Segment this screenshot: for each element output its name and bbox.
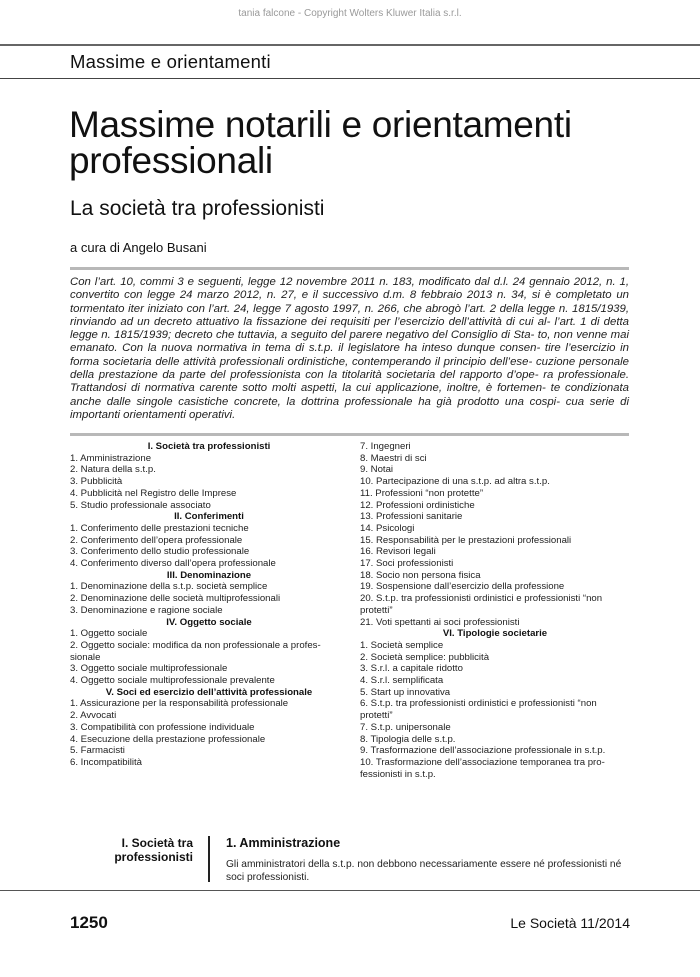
- toc-item: 2. Natura della s.t.p.: [70, 464, 156, 476]
- toc-item: 13. Professioni sanitarie: [360, 511, 463, 523]
- toc-item: 6. S.t.p. tra professionisti ordinistici e professionisti “non protetti”: [360, 698, 597, 722]
- page-number: 1250: [70, 913, 108, 932]
- toc-item: 10. Partecipazione di una s.t.p. ad altra s.t.p.: [360, 476, 550, 488]
- toc-item: 1. Assicurazione per la responsabilità professionale: [70, 698, 289, 710]
- toc-heading: V. Soci ed esercizio dell’attività professionale: [105, 686, 313, 698]
- toc-item: 1. Società semplice: [360, 639, 444, 651]
- header-bottom-rule: [0, 78, 700, 79]
- toc-item: 2. Oggetto sociale: modifica da non professionale a profes- sionale: [70, 639, 321, 663]
- toc-item: 1. Amministrazione: [70, 452, 152, 464]
- toc-item: 19. Sospensione dall’esercizio della professione: [360, 581, 565, 593]
- toc-item: 2. Società semplice: pubblicità: [360, 651, 490, 663]
- toc-heading: III. Denominazione: [166, 569, 252, 581]
- section-body: Gli amministratori della s.t.p. non debbono necessariamente essere né professionisti né soci professionisti.: [226, 859, 622, 883]
- copyright-watermark: tania falcone - Copyright Wolters Kluwer Italia s.r.l.: [238, 8, 462, 19]
- toc-item: 21. Voti spettanti ai soci professionisti: [360, 616, 520, 628]
- toc-item: 4. Conferimento diverso dall’opera professionale: [70, 558, 276, 570]
- toc-item: 16. Revisori legali: [360, 546, 436, 558]
- toc-item: 12. Professioni ordinistiche: [360, 499, 475, 511]
- toc-item: 3. Compatibilità con professione individuale: [70, 721, 255, 733]
- toc-item: 3. Denominazione e ragione sociale: [70, 604, 223, 616]
- toc-heading: VI. Tipologie societarie: [442, 628, 548, 640]
- toc-item: 1. Denominazione della s.t.p. società semplice: [70, 581, 268, 593]
- toc-item: 7. S.t.p. unipersonale: [360, 721, 451, 733]
- toc-item: 4. Oggetto sociale multiprofessionale prevalente: [70, 675, 275, 687]
- toc-item: 3. Pubblicità: [70, 476, 123, 488]
- running-section-header: Massime e orientamenti: [70, 51, 271, 72]
- toc-item: 2. Conferimento dell’opera professionale: [70, 534, 243, 546]
- toc-item: 3. Conferimento dello studio professionale: [70, 546, 250, 558]
- toc-right-column: [360, 441, 630, 780]
- article-author: a cura di Angelo Busani: [70, 240, 207, 255]
- toc-item: 5. Studio professionale associato: [70, 499, 211, 511]
- toc-heading: IV. Oggetto sociale: [166, 616, 252, 628]
- toc-item: 20. S.t.p. tra professionisti ordinistici e professionisti “non protetti”: [360, 593, 603, 616]
- article-subtitle: La società tra professionisti: [70, 197, 325, 220]
- toc-item: 3. Oggetto sociale multiprofessionale: [70, 663, 228, 675]
- toc-item: 10. Trasformazione dell’associazione temporanea tra pro- fessionisti in s.t.p.: [360, 756, 605, 780]
- toc-item: 4. S.r.l. semplificata: [360, 675, 444, 687]
- toc-item: 5. Start up innovativa: [360, 686, 451, 698]
- footer-rule: [0, 890, 700, 891]
- toc-item: 3. S.r.l. a capitale ridotto: [360, 663, 463, 675]
- toc-item: 2. Avvocati: [70, 710, 117, 722]
- toc-item: 5. Farmacisti: [70, 745, 125, 757]
- toc-item: 8. Maestri di sci: [360, 452, 427, 464]
- toc-item: 2. Denominazione delle società multiprofessionali: [70, 593, 281, 605]
- toc-item: 6. Incompatibilità: [70, 756, 142, 768]
- article-abstract: Con l’art. 10, commi 3 e seguenti, legge 12 novembre 2011 n. 183, modificato dal d.l. 24 gennaio 2012, n. 1, convertito con legge 24 marzo 2012, n. 27, e il successivo d.m. 8 febbraio 2013 n. 34, si è completato un tormentato iter iniziato con l’art. 24, legge 7 agosto 1997, n. 266, che abrogò l’art. 2 della legge n. 1815/1939, rinviando ad un decreto attuativo la fissazione dei requisiti per l’esercizio dell’attività di cui al- l’art. 1 di detta legge n. 1815/1939; decreto che tuttavia, a seguito del parere negativo del Consiglio di Sta- to, non venne mai emanato. Con la nuova normativa in tema di s.t.p. il legislatore ha inteso dunque consen- tire l’esercizio in forma societaria delle attività professionali ordinistiche, contemperando il principio dell’ese- cuzione personale della prestazione da parte del professionista con la titolarità societaria del rapporto d’ope- ra professionale. Trattandosi di normativa carente sotto molti aspetti, la cui applicazione, inoltre, è fortemen- te condizionata anche dalle singole casistiche concrete, la dottrina professionale ha già prodotto una cospi- cua serie di importanti orientamenti operativi.: [70, 276, 629, 421]
- toc-item: 4. Esecuzione della prestazione professionale: [70, 733, 266, 745]
- toc-item: 7. Ingegneri: [360, 441, 411, 452]
- journal-issue: Le Società 11/2014: [510, 915, 630, 931]
- section-title: 1. Amministrazione: [226, 836, 341, 850]
- abstract-top-rule: [70, 267, 629, 270]
- toc-item: 9. Notai: [360, 464, 394, 476]
- toc-item: 17. Soci professionisti: [360, 558, 454, 570]
- article-title: Massime notarili e orientamenti professionali: [69, 104, 572, 181]
- toc-heading: I. Società tra professionisti: [147, 441, 271, 452]
- toc-item: 9. Trasformazione dell’associazione professionale in s.t.p.: [360, 745, 606, 757]
- toc-item: 14. Psicologi: [360, 522, 415, 534]
- toc-item: 15. Responsabilità per le prestazioni professionali: [360, 534, 572, 546]
- toc-item: 18. Socio non persona fisica: [360, 569, 481, 581]
- header-top-rule: [0, 44, 700, 46]
- section-divider-bar: [208, 836, 210, 882]
- toc-item: 8. Tipologia delle s.t.p.: [360, 733, 456, 745]
- toc-item: 4. Pubblicità nel Registro delle Imprese: [70, 487, 237, 499]
- abstract-bottom-rule: [70, 433, 629, 436]
- toc-left-column: [70, 441, 348, 769]
- toc-heading: II. Conferimenti: [174, 511, 244, 523]
- section-side-label: I. Società tra professionisti: [114, 836, 193, 864]
- toc-item: 11. Professioni “non protette”: [360, 487, 484, 499]
- toc-item: 1. Oggetto sociale: [70, 628, 148, 640]
- toc-item: 1. Conferimento delle prestazioni tecniche: [70, 522, 249, 534]
